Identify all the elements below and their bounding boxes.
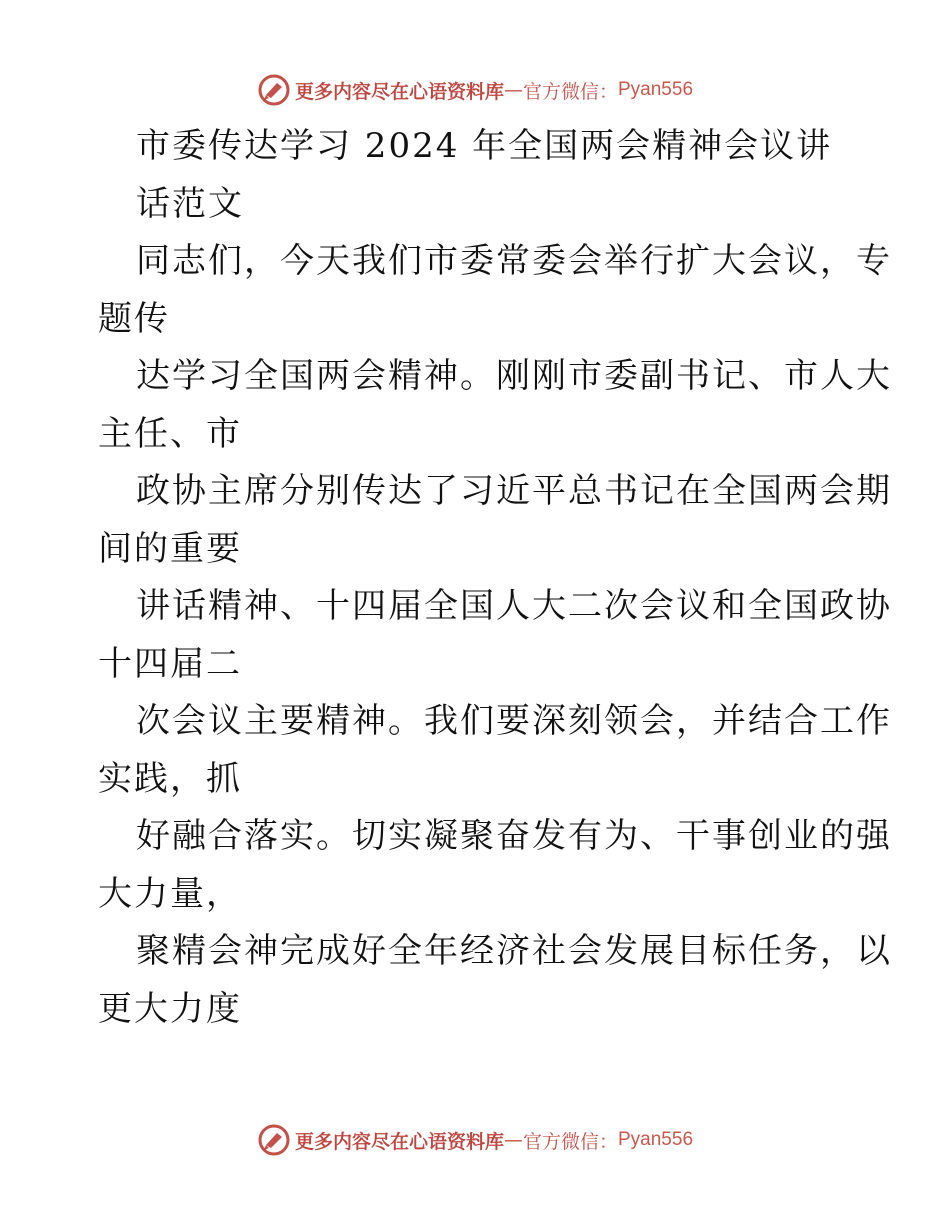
watermark-official-label: 官方微信： bbox=[522, 1130, 618, 1153]
text-line: 政协主席分别传达了习近平总书记在全国两会期 bbox=[136, 471, 892, 511]
watermark-wechat-id: Pyan556 bbox=[618, 1129, 694, 1150]
watermark-official-label: 官方微信： bbox=[522, 80, 618, 103]
logo-icon bbox=[257, 1123, 291, 1157]
text-line: 话范文 bbox=[136, 183, 244, 224]
text-line: 次会议主要精神。我们要深刻领会，并结合工作 bbox=[136, 701, 892, 741]
text-line: 实践，抓 bbox=[98, 758, 242, 799]
text-line: 题传 bbox=[98, 298, 170, 339]
watermark-wechat-id: Pyan556 bbox=[618, 79, 694, 100]
text-line: 聚精会神完成好全年经济社会发展目标任务，以 bbox=[136, 931, 892, 971]
text-line: 达学习全国两会精神。刚刚市委副书记、市人大 bbox=[136, 356, 892, 396]
document-body bbox=[98, 118, 892, 1038]
footer-watermark bbox=[0, 1120, 950, 1160]
text-line: 主任、市 bbox=[98, 413, 242, 454]
header-watermark bbox=[0, 70, 950, 110]
text-line: 十四届二 bbox=[98, 643, 242, 684]
text-line: 更大力度 bbox=[98, 988, 242, 1029]
watermark-text: 更多内容尽在心语资料库 bbox=[294, 80, 504, 103]
logo-icon bbox=[257, 73, 291, 107]
watermark-text: 更多内容尽在心语资料库 bbox=[294, 1130, 504, 1153]
text-line: 大力量， bbox=[98, 873, 242, 914]
text-line: 市委传达学习 2024 年全国两会精神会议讲 bbox=[136, 126, 833, 166]
text-line: 同志们，今天我们市委常委会举行扩大会议，专 bbox=[136, 241, 892, 281]
watermark-dash: — bbox=[503, 1129, 523, 1151]
text-line: 讲话精神、十四届全国人大二次会议和全国政协 bbox=[136, 586, 892, 626]
text-line: 间的重要 bbox=[98, 528, 242, 569]
text-line: 好融合落实。切实凝聚奋发有为、干事创业的强 bbox=[136, 816, 892, 856]
watermark-dash: — bbox=[503, 79, 523, 101]
